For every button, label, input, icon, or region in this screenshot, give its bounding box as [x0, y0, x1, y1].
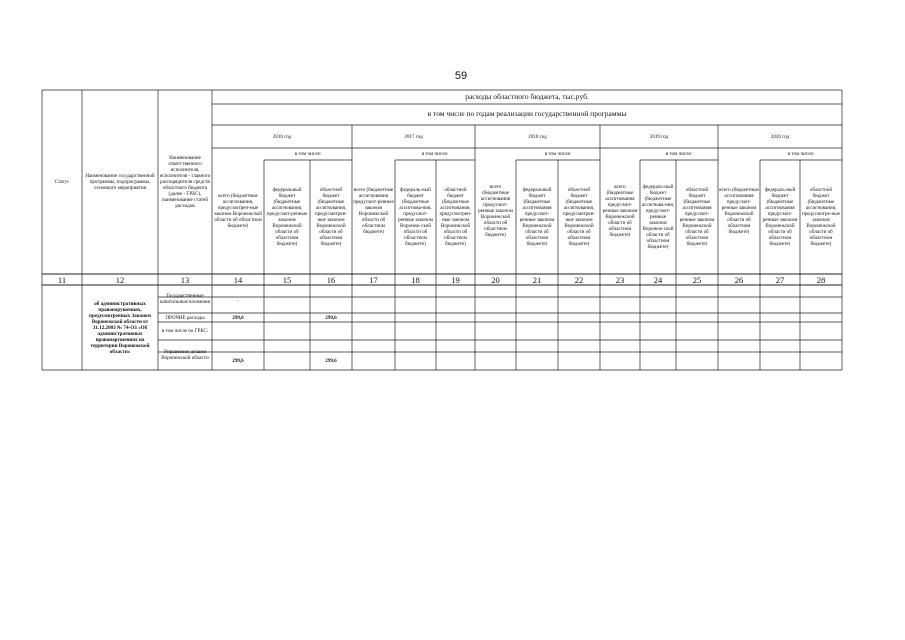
row-label: в том числе по ГРБС:	[161, 328, 209, 334]
budget-subheader-4-1: федераль-ный бюджет (бюджетные ассигнования предусмот-ренные законом Воронежской области об областном бюджете)	[762, 187, 798, 247]
column-number: 26	[734, 274, 744, 285]
executor-header: Наименование ответственного исполнителя, исполнителя - главного распорядителя средств областного бюджета (далее - ГРБС), наименование статей расходов	[159, 155, 211, 209]
column-number: 22	[574, 274, 584, 285]
row-label: Государственные капитальные вложения	[160, 293, 210, 305]
column-number: 24	[653, 274, 663, 285]
years-group-header: в том числе по годам реализации государственной программы	[427, 109, 627, 119]
column-number: 12	[115, 274, 125, 285]
budget-subheader-0-1: федеральный бюджет (бюджетные ассигнования, предусмот-ренные законом Воронежской области об областном бюджете)	[266, 187, 308, 247]
column-number: 25	[692, 274, 702, 285]
column-number: 15	[282, 274, 292, 285]
budget-subheader-3-1: федераль-ный бюджет (бюджетные ассигнова-ния, предусмот-ренные законом Воронеж-ской области об областном бюджете)	[641, 184, 675, 250]
capital-investments-value: -	[237, 298, 239, 304]
page-number: 59	[454, 70, 468, 82]
column-number: 20	[491, 274, 500, 285]
including-header-0: в том числе:	[294, 151, 322, 157]
upravlenie-total: 299,6	[232, 358, 244, 364]
name-header: Наименование государственной программы, подпрограммы, основного мероприятия	[85, 173, 155, 191]
column-number: 14	[233, 274, 243, 285]
budget-subheader-2-0: всего (бюджетные ассигнования предусмот-ренные законом Воронежской области об областном бюджете)	[478, 184, 513, 238]
column-number: 28	[816, 274, 826, 285]
budget-subheader-0-2: областной бюджет (бюджетные ассигнования, предусмотрен-ные законом Воронежской области об областном бюджете)	[314, 187, 348, 247]
budget-subheader-2-2: областной бюджет (бюджетные ассигнования, предусмотрен-ные законом Воронежской области об областном бюджете)	[562, 187, 596, 247]
year-header-2: 2018 год	[528, 133, 547, 140]
measure-name: об административных правонарушениях, предусмотренных Законом Воронежской области от 31.12.2003 № 74-ОЗ «Об административных правонарушениях на территории Воронежской области»	[89, 300, 151, 355]
expenses-header: расходы областного бюджета, тыс.руб.	[465, 91, 589, 101]
column-number: 23	[615, 274, 625, 285]
column-number: 19	[451, 274, 460, 285]
including-header-1: в том числе:	[421, 151, 449, 157]
column-number: 17	[369, 274, 378, 285]
column-number: 13	[180, 274, 190, 285]
year-header-0: 2016 год	[272, 133, 292, 140]
including-header-4: в том числе:	[787, 151, 815, 157]
prochie-total: 299,6	[232, 314, 244, 321]
row-label: ПРОЧИЕ расходы	[165, 314, 205, 321]
budget-subheader-2-1: федеральный бюджет (бюджетные ассигнования предусмот-ренные законом Воронежской области об областном бюджете)	[519, 187, 555, 247]
row-label: Управление делами Воронежской области	[161, 349, 209, 361]
upravlenie-regional: 299,6	[325, 358, 337, 364]
column-number: 21	[532, 274, 542, 285]
status-header: Статус	[54, 179, 70, 185]
column-number: 11	[57, 274, 67, 285]
year-header-1: 2017 год	[404, 133, 423, 140]
budget-subheader-3-0: всего (бюджетные ассигнования предусмот-ренные законом Воронежской области об областном бюджете)	[602, 184, 638, 238]
including-header-3: в том числе:	[665, 151, 693, 157]
column-number: 27	[775, 274, 785, 285]
budget-subheader-4-2: областной бюджет (бюджетные ассигнования, предусмотре-ные законом Воронежской области об областном бюджете)	[802, 187, 840, 247]
including-header-2: в том числе:	[544, 151, 572, 157]
column-number: 16	[326, 274, 336, 285]
year-header-4: 2020 год	[770, 133, 790, 140]
budget-subheader-4-0: всего (бюджетные ассигнования предусмот-ренные законом Воронежской области об областном бюджете)	[719, 187, 759, 235]
budget-subheader-1-1: федераль-ный бюджет (бюджетные ассигнова-ния, предусмот-ренные законом Воронеж-ской области об областном бюджете)	[398, 187, 433, 247]
prochie-regional: 299,6	[325, 314, 337, 321]
year-header-3: 2019 год	[649, 133, 669, 140]
budget-subheader-1-2: областной бюджет (бюджетные ассигнования, предусмотрен-ные законом Воронежской области об областном бюджете)	[439, 187, 472, 247]
budget-subheader-0-0: всего (бюджетные ассигнования, предусмотрен-ные законом Воронежской области об областном бюджете)	[214, 193, 262, 229]
budget-subheader-3-2: областной бюджет (бюджетные ассигнования предусмот-ренные законом Воронежской области об областном бюджете)	[679, 187, 715, 247]
budget-subheader-1-0: всего (бюджетные ассигнования предусмот-ренные законом Воронежской области об областном бюджете)	[353, 187, 394, 235]
column-number: 18	[411, 274, 420, 285]
